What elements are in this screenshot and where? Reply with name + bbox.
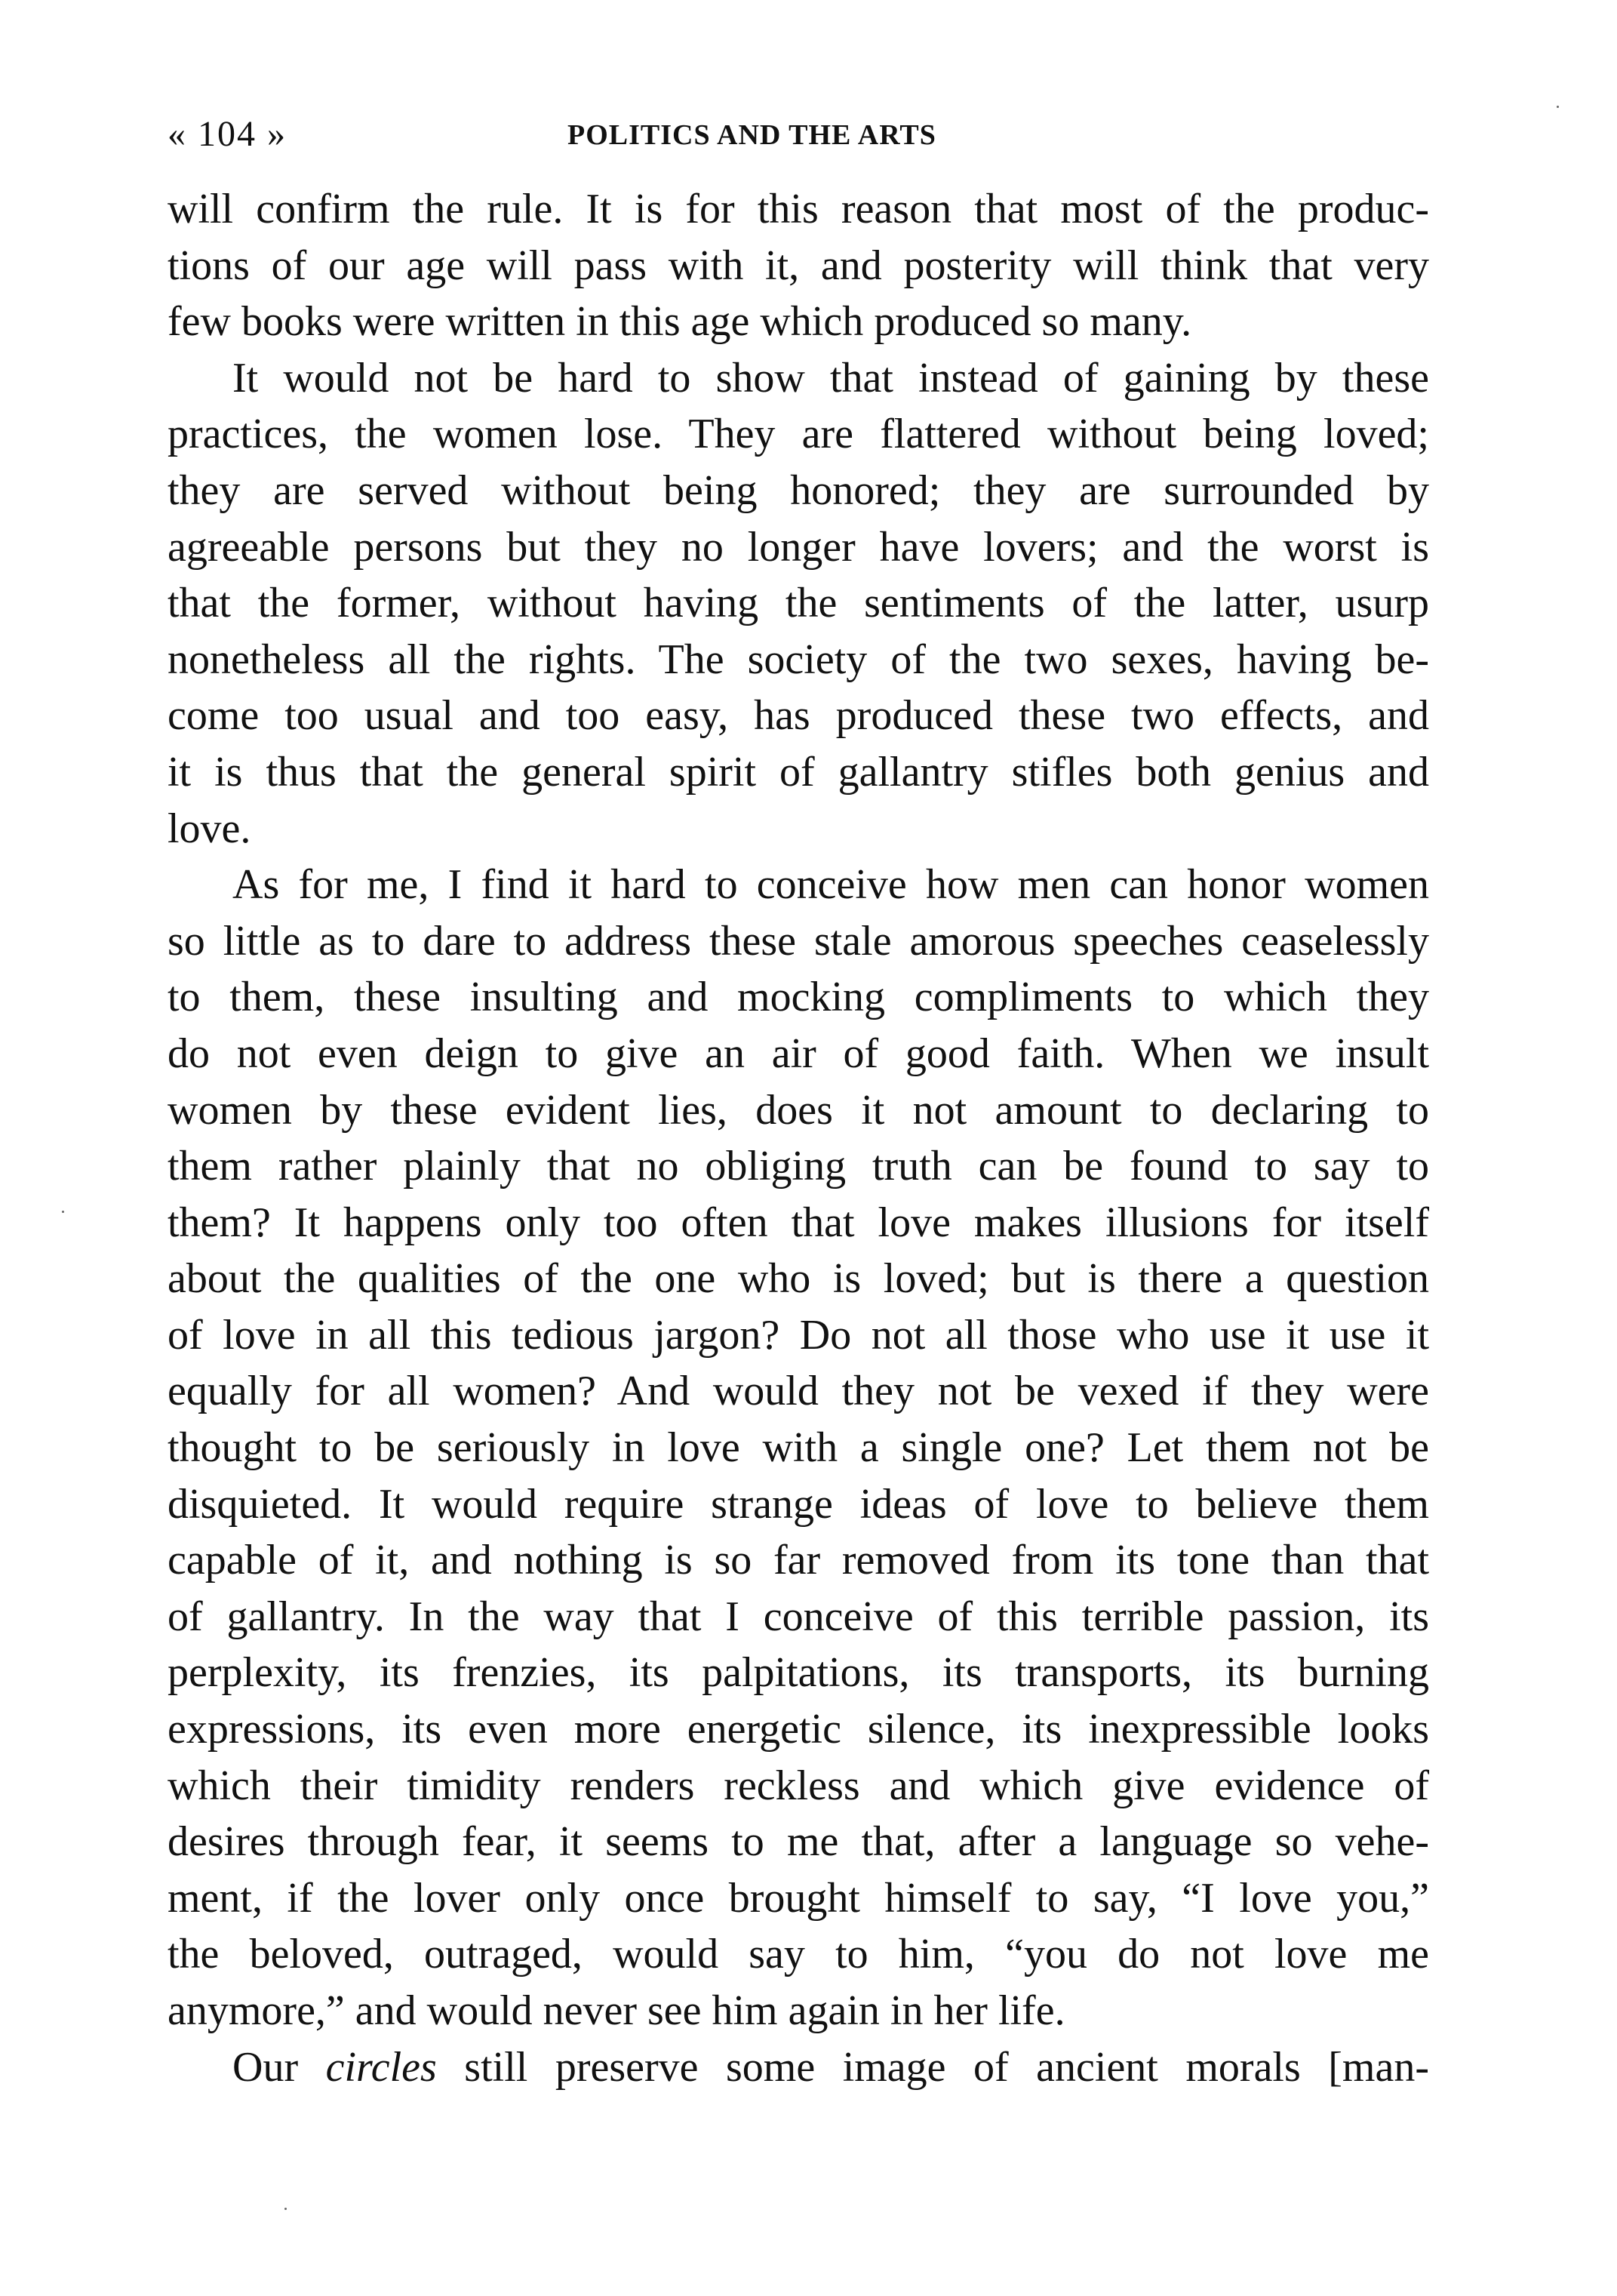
- text-line: agreeable persons but they no longer have lovers; and the worst is: [168, 523, 1429, 571]
- page-header: [168, 112, 1426, 157]
- text-line: tions of our age will pass with it, and posterity will think that very: [168, 242, 1429, 289]
- body-text: [168, 181, 1429, 2095]
- text-line: ment, if the lover only once brought himself to say, “I love you,”: [168, 1874, 1429, 1922]
- scan-speck: [62, 1211, 64, 1213]
- text-line: so little as to dare to address these stale amorous speeches ceaselessly: [168, 917, 1429, 965]
- text-line: to them, these insulting and mocking compliments to which they: [168, 974, 1429, 1021]
- text-line: thought to be seriously in love with a single one? Let them not be: [168, 1424, 1429, 1472]
- text-line: that the former, without having the sentiments of the latter, usurp: [168, 580, 1429, 627]
- text-line: few books were written in this age which produced so many.: [168, 298, 1192, 346]
- text-line: disquieted. It would require strange ideas of love to believe them: [168, 1480, 1429, 1528]
- text-line: do not even deign to give an air of good faith. When we insult: [168, 1030, 1429, 1077]
- text-line: it is thus that the general spirit of gallantry stifles both genius and: [168, 748, 1429, 796]
- paragraph-start-line: [168, 2039, 1429, 2096]
- text-line: equally for all women? And would they not be vexed if they were: [168, 1368, 1429, 1415]
- text-run: still preserve some image of ancient morals [man-: [436, 2043, 1429, 2091]
- text-line: which their timidity renders reckless and which give evidence of: [168, 1762, 1429, 1809]
- text-line: expressions, its even more energetic silence, its inexpressible looks: [168, 1706, 1429, 1753]
- text-line: them? It happens only too often that love makes illusions for itself: [168, 1199, 1429, 1246]
- text-line: of gallantry. In the way that I conceive of this terrible passion, its: [168, 1593, 1429, 1640]
- text-line: of love in all this tedious jargon? Do not all those who use it use it: [168, 1311, 1429, 1359]
- italic-term: circles: [325, 2043, 437, 2091]
- text-line: love.: [168, 805, 251, 852]
- text-line: come too usual and too easy, has produced these two effects, and: [168, 692, 1429, 740]
- scan-speck: [284, 2208, 287, 2210]
- text-line: them rather plainly that no obliging truth can be found to say to: [168, 1143, 1429, 1190]
- text-line: practices, the women lose. They are flattered without being loved;: [168, 411, 1429, 458]
- running-head: POLITICS AND THE ARTS: [567, 119, 936, 151]
- paragraph-start-line: As for me, I find it hard to conceive how men can honor women: [232, 861, 1429, 909]
- scan-speck: [1557, 106, 1559, 108]
- text-line: desires through fear, it seems to me that, after a language so vehe-: [168, 1818, 1429, 1866]
- text-line: anymore,” and would never see him again in her life.: [168, 1987, 1065, 2034]
- text-line: about the qualities of the one who is loved; but is there a question: [168, 1255, 1429, 1303]
- paragraph-start-line: It would not be hard to show that instead of gaining by these: [232, 354, 1429, 402]
- text-line: nonetheless all the rights. The society of the two sexes, having be-: [168, 636, 1429, 683]
- text-line: capable of it, and nothing is so far removed from its tone than that: [168, 1537, 1429, 1584]
- text-line: women by these evident lies, does it not amount to declaring to: [168, 1086, 1429, 1134]
- text-line: the beloved, outraged, would say to him, “you do not love me: [168, 1931, 1429, 1978]
- text-line: will confirm the rule. It is for this reason that most of the produc-: [168, 186, 1429, 232]
- text-line: they are served without being honored; they are surrounded by: [168, 466, 1429, 514]
- text-run: Our: [232, 2043, 326, 2091]
- page-number: « 104 »: [168, 114, 287, 154]
- text-line: perplexity, its frenzies, its palpitations, its transports, its burning: [168, 1649, 1429, 1697]
